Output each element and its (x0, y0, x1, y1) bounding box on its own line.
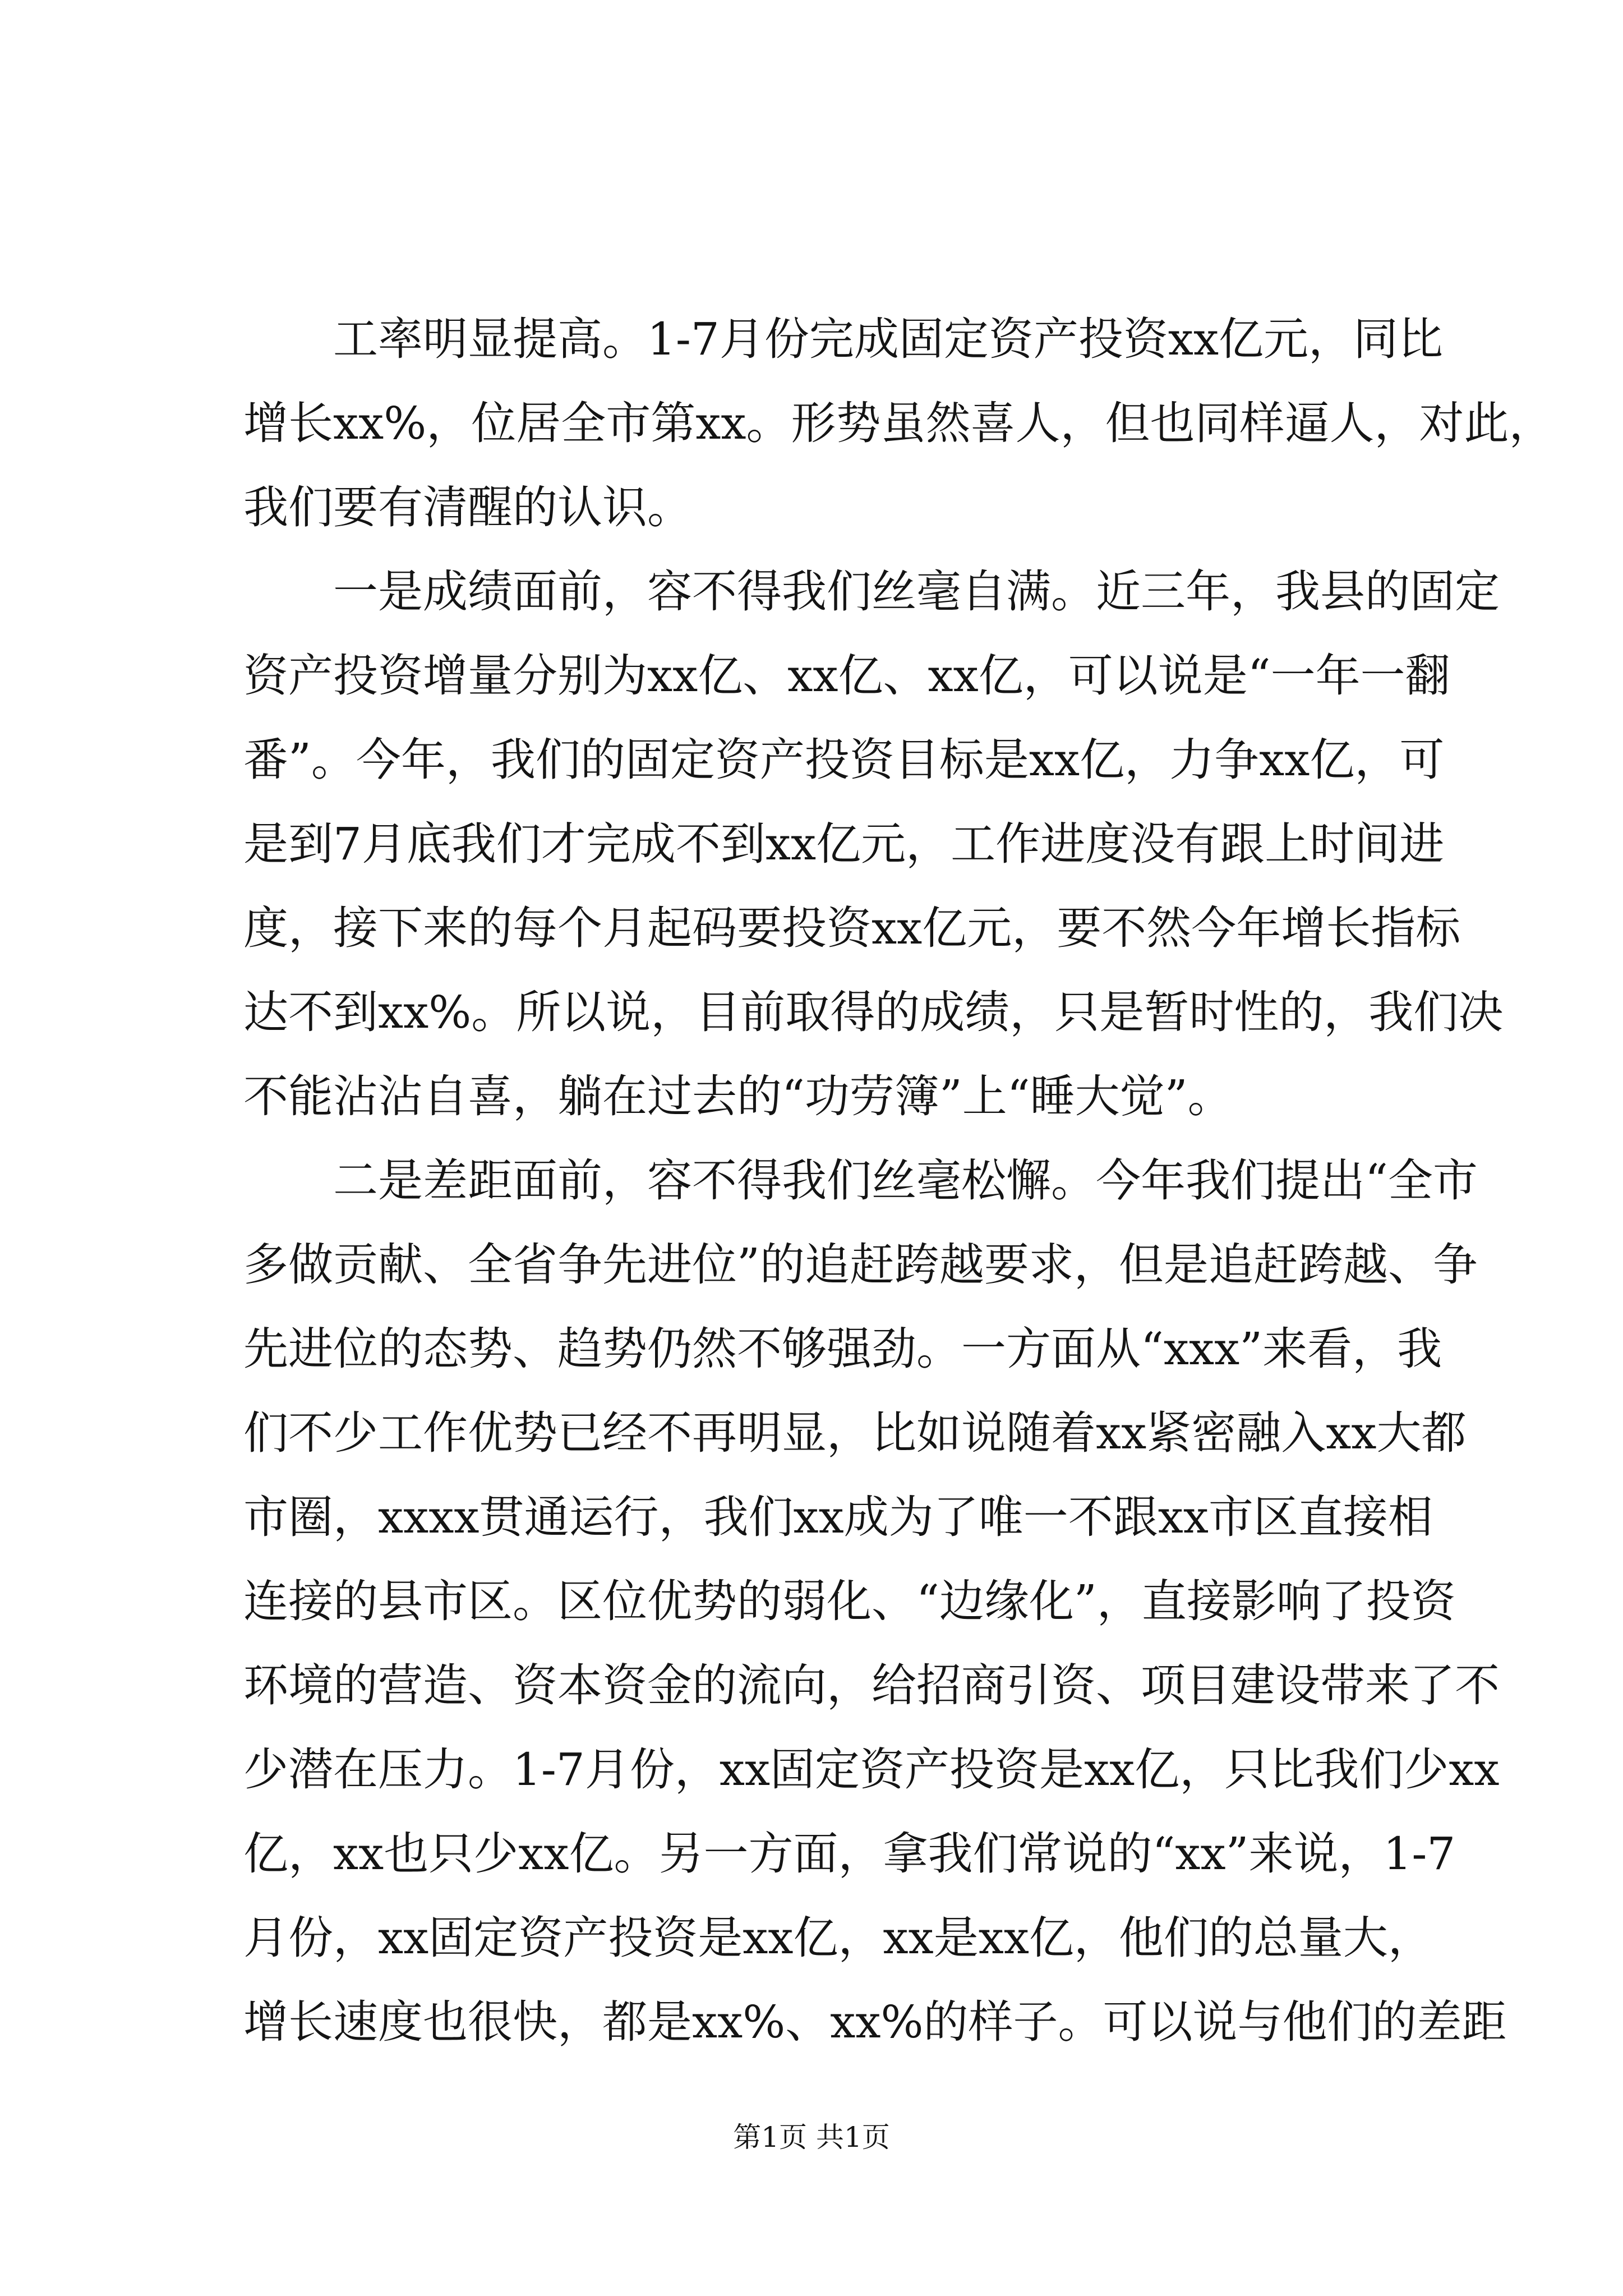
text-line: 们不少工作优势已经不再明显，比如说随着xx紧密融入xx大都 (243, 1407, 1467, 1459)
text-line: 市圈，xxxx贯通运行，我们xx成为了唯一不跟xx市区直接相 (243, 1491, 1433, 1543)
text-line: 是到7月底我们才完成不到xx亿元，工作进度没有跟上时间进 (243, 818, 1445, 870)
text-line: 月份，xx固定资产投资是xx亿，xx是xx亿，他们的总量大， (243, 1912, 1433, 1964)
text-line: 工率明显提高。1-7月份完成固定资产投资xx亿元，同比 (243, 313, 1444, 365)
text-line: 资产投资增量分别为xx亿、xx亿、xx亿，可以说是“一年一翻 (243, 650, 1450, 702)
text-line: 增长xx%，位居全市第xx。形势虽然喜人，但也同样逼人，对此， (243, 397, 1554, 449)
text-line: 连接的县市区。区位优势的弱化、“边缘化”，直接影响了投资 (243, 1575, 1456, 1627)
page-number-footer: 第1页 共1页 (733, 2121, 890, 2154)
text-line: 度，接下来的每个月起码要投资xx亿元，要不然今年增长指标 (243, 902, 1461, 954)
text-line: 多做贡献、全省争先进位”的追赶跨越要求，但是追赶跨越、争 (243, 1239, 1478, 1291)
text-line: 亿，xx也只少xx亿。另一方面，拿我们常说的“xx”来说，1-7 (243, 1828, 1456, 1880)
text-line: 环境的营造、资本资金的流向，给招商引资、项目建设带来了不 (243, 1659, 1500, 1711)
text-line: 不能沾沾自喜，躺在过去的“功劳簿”上“睡大觉”。 (243, 1070, 1233, 1122)
text-line: 增长速度也很快，都是xx%、xx%的样子。可以说与他们的差距 (243, 1996, 1507, 2048)
text-line: 番”。今年，我们的固定资产投资目标是xx亿，力争xx亿，可 (243, 734, 1445, 786)
text-line: 一是成绩面前，容不得我们丝毫自满。近三年，我县的固定 (243, 565, 1500, 618)
text-line: 达不到xx%。所以说，目前取得的成绩，只是暂时性的，我们决 (243, 986, 1504, 1038)
text-line: 先进位的态势、趋势仍然不够强劲。一方面从“xxx”来看，我 (243, 1323, 1442, 1375)
document-body (243, 297, 1554, 2064)
text-line: 二是差距面前，容不得我们丝毫松懈。今年我们提出“全市 (243, 1154, 1478, 1207)
text-line: 我们要有清醒的认识。 (243, 481, 692, 533)
text-line: 少潜在压力。1-7月份，xx固定资产投资是xx亿，只比我们少xx (243, 1743, 1500, 1796)
